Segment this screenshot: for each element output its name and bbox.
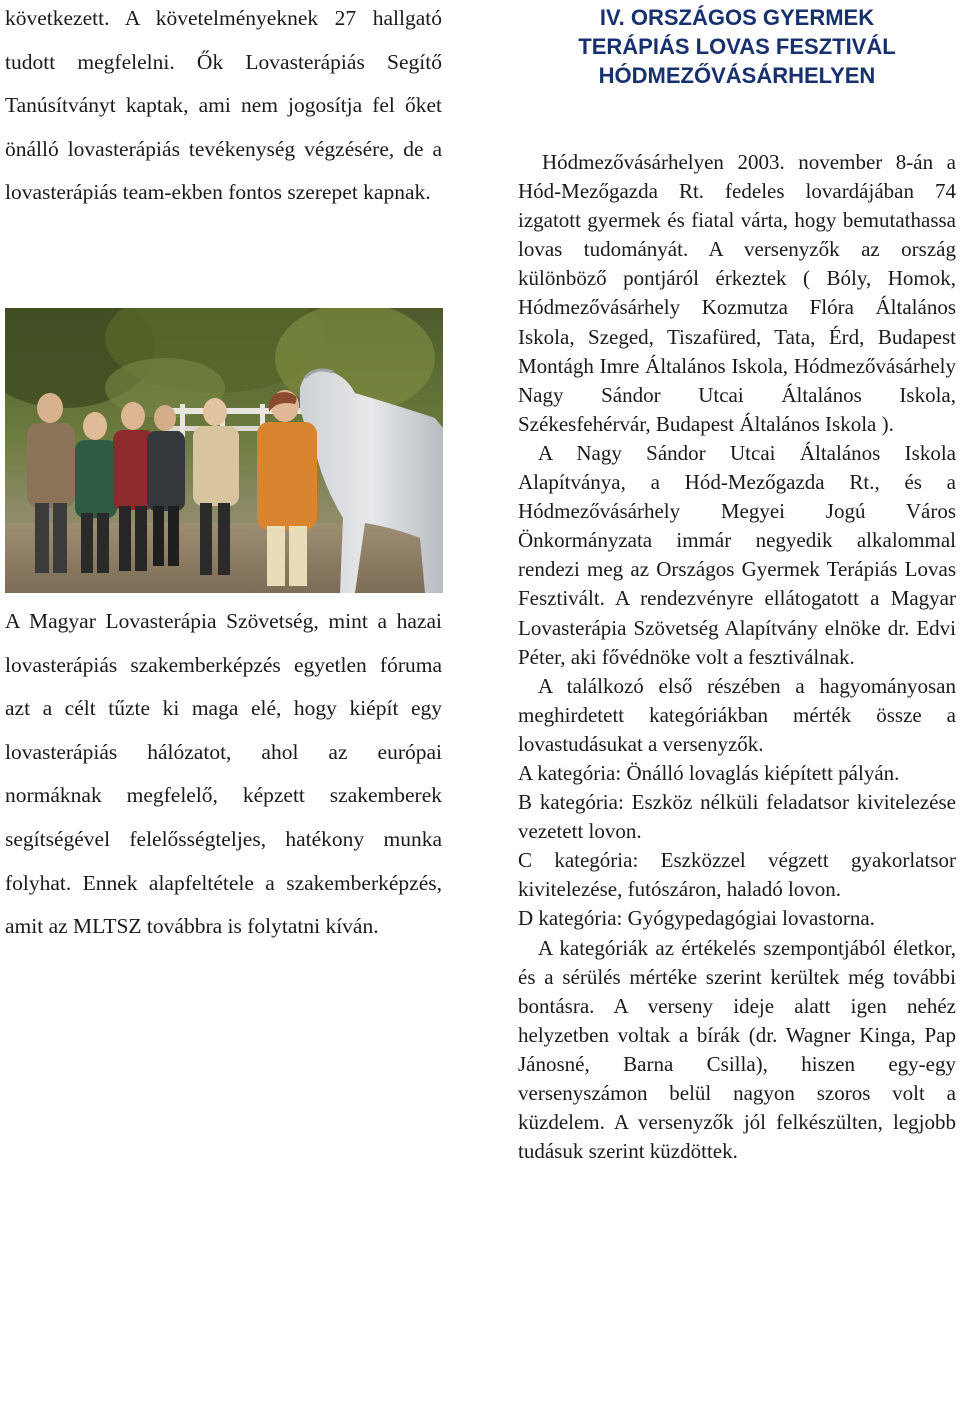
heading-line-3: HÓDMEZŐVÁSÁRHELYEN bbox=[598, 63, 876, 88]
main-paragraph: A Magyar Lovasterápia Szövetség, mint a hazai lovasterápiás szakemberképzés egyetlen fóruma azt a célt tűzte ki maga elé, hogy kiépít egy lovasterápiás hálózatot, ahol az európai normáknak megfelelő, képzett szakemberek segítségével felelősségteljes, hatékony munka folyhat. Ennek alapfeltétele a szakemberképzés, amit az MLTSZ továbbra is folytatni kíván. bbox=[5, 609, 442, 939]
category-a: A kategória: Önálló lovaglás kiépített pályán. bbox=[518, 760, 900, 785]
photo-illustration bbox=[5, 308, 443, 593]
paragraph-3: A találkozó első részében a hagyományosan meghirdetett kategóriákban mérték össze a lovastudásukat a versenyzők. bbox=[518, 673, 956, 756]
category-c: C kategória: Eszközzel végzett gyakorlatsor kivitelezése, futószáron, haladó lovon. bbox=[518, 848, 956, 902]
paragraph-2: A Nagy Sándor Utcai Általános Iskola Alapítványa, a Hód-Mezőgazda Rt., és a Hódmezővásárhely Megyei Jogú Város Önkormányzata immár negyedik alkalommal rendezi meg az Országos Gyermek Terápiás Lovas Fesztivált. A rendezvényre ellátogatott a Magyar Lovasterápia Szövetség Alapítvány elnöke dr. Edvi Péter, aki fővédnöke volt a fesztiválnak. bbox=[518, 440, 956, 669]
category-d: D kategória: Gyógypedagógiai lovastorna. bbox=[518, 906, 875, 931]
article-heading bbox=[506, 3, 960, 90]
category-b: B kategória: Eszköz nélküli feladatsor kivitelezése vezetett lovon. bbox=[518, 790, 956, 844]
paragraph-4: A kategóriák az értékelés szempontjából életkor, és a sérülés mértéke szerint kerültek még további bontásra. A verseny ideje alatt igen nehéz helyzetben voltak a bírák (dr. Wagner Kinga, Pap Jánosné, Barna Csilla), hiszen egy-egy versenyszámon belül nagyon szoros volt a küzdelem. A versenyzők jól felkészülten, legjobb tudásuk szerint küzdöttek. bbox=[518, 935, 956, 1164]
heading-line-1: IV. ORSZÁGOS GYERMEK bbox=[599, 5, 875, 30]
left-main-block bbox=[5, 600, 442, 949]
intro-paragraph: következett. A követelményeknek 27 hallgató tudott megfelelni. Ők Lovasterápiás Segítő Tanúsítványt kaptak, ami nem jogosítja fel őket önálló lovasterápiás tevékenység végzésére, de a lovasterápiás team-ekben fontos szerepet kapnak. bbox=[5, 6, 442, 205]
article-body bbox=[518, 148, 956, 1166]
heading-line-2: TERÁPIÁS LOVAS FESZTIVÁL bbox=[578, 34, 896, 59]
paragraph-1: Hódmezővásárhelyen 2003. november 8-án a Hód-Mezőgazda Rt. fedeles lovardájában 74 izgatott gyermek és fiatal várta, hogy bemutathassa lovas tudományát. A versenyzők az ország különböző pontjáról érkeztek ( Bóly, Homok, Hódmezővásárhely Kozmutza Flóra Általános Iskola, Szeged, Tiszafüred, Tata, Érd, Budapest Montágh Imre Általános Iskola, Hódmezővásárhely Nagy Sándor Utcai Általános Iskola, Székesfehérvár, Budapest Általános Iskola ). bbox=[518, 150, 956, 436]
left-intro-block bbox=[5, 0, 442, 215]
photo-people-with-horse bbox=[5, 308, 443, 593]
